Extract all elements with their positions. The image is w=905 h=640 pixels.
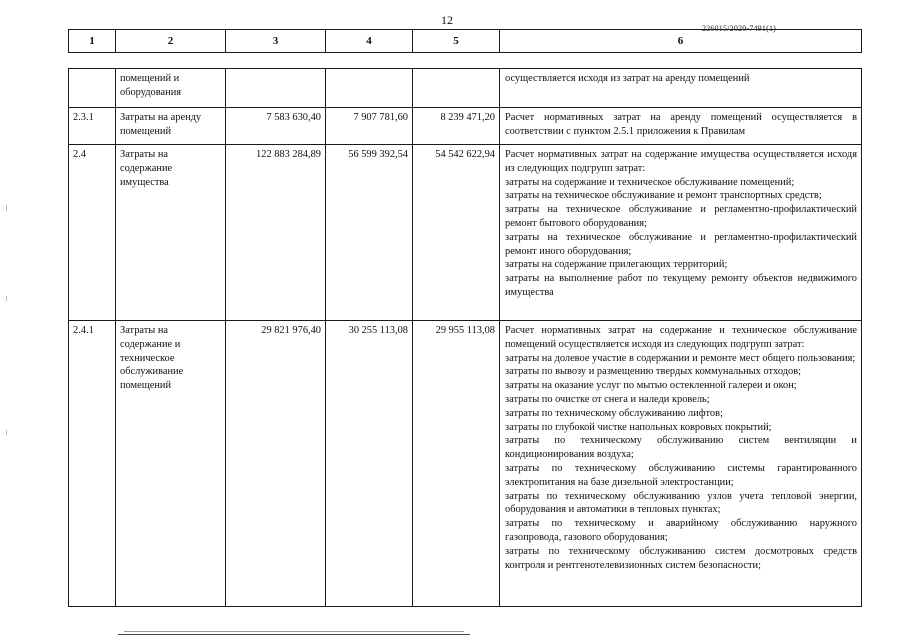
row-name: Затраты на аренду помещений	[116, 108, 226, 145]
row-number: 2.4.1	[69, 321, 116, 607]
description-line: затраты на техническое обслуживание и ремонт транспортных средств;	[505, 190, 822, 202]
description-line: затраты на содержание и техническое обслуживание помещений;	[505, 176, 795, 188]
description-line: затраты на техническое обслуживание и регламентно-профилактический ремонт иного оборудования;	[505, 231, 857, 257]
value-col-5	[413, 69, 500, 108]
column-number-3: 3	[226, 30, 326, 53]
value-col-3: 122 883 284,89	[226, 145, 326, 321]
scan-edge-mark	[6, 430, 7, 435]
row-description	[500, 69, 862, 108]
description-line: затраты по вывозу и размещению твердых коммунальных отходов;	[505, 366, 801, 378]
row-name: Затраты на содержание имущества	[116, 145, 226, 321]
value-col-3: 29 821 976,40	[226, 321, 326, 607]
description-line: затраты на содержание прилегающих территорий;	[505, 259, 728, 271]
value-col-5: 8 239 471,20	[413, 108, 500, 145]
description-line: затраты по очистке от снега и наледи кровель;	[505, 393, 710, 405]
column-number-header	[68, 29, 862, 53]
description-line: затраты на выполнение работ по текущему ремонту объектов недвижимого имущества	[505, 273, 857, 298]
description-line: затраты на техническое обслуживание и регламентно-профилактический ремонт бытового оборудования;	[505, 204, 857, 229]
column-number-6: 6	[500, 30, 862, 53]
description-line: затраты по техническому обслуживанию систем досмотровых средств контроля и рентгенотелевизионных систем безопасности;	[505, 545, 857, 571]
column-number-4: 4	[326, 30, 413, 53]
table-row	[69, 108, 862, 145]
row-description	[500, 145, 862, 321]
description-line: затраты по техническому и аварийному обслуживанию наружного газопровода, газового оборудования;	[505, 518, 857, 543]
value-col-3	[226, 69, 326, 108]
table-row	[69, 69, 862, 108]
description-line: затраты на долевое участие в содержании и ремонте мест общего пользования;	[505, 352, 856, 364]
row-number: 2.4	[69, 145, 116, 321]
value-col-3: 7 583 630,40	[226, 108, 326, 145]
description-line: затраты по техническому обслуживанию узлов учета тепловой энергии, оборудования и автоматики в тепловых пунктах;	[505, 490, 857, 516]
row-number	[69, 69, 116, 108]
description-line: затраты на оказание услуг по мытью остекленной галереи и окон;	[505, 380, 797, 392]
description-line: осуществляется исходя из затрат на аренду помещений	[505, 73, 750, 84]
row-number: 2.3.1	[69, 108, 116, 145]
scan-edge-mark	[6, 205, 7, 211]
description-line: Расчет нормативных затрат на содержание имущества осуществляется исходя из следующих подгрупп затрат:	[505, 149, 857, 174]
value-col-4	[326, 69, 413, 108]
table-row	[69, 321, 862, 607]
row-name: помещений и оборудования	[116, 69, 226, 108]
bottom-scan-line	[118, 634, 470, 635]
description-line: Расчет нормативных затрат на содержание и техническое обслуживание помещений осуществляется исходя из следующих подгрупп затрат:	[505, 325, 857, 350]
column-number-5: 5	[413, 30, 500, 53]
cost-table	[68, 68, 862, 607]
value-col-5: 29 955 113,08	[413, 321, 500, 607]
column-number-1: 1	[69, 30, 116, 53]
row-name: Затраты на содержание и техническое обслуживание помещений	[116, 321, 226, 607]
row-description	[500, 321, 862, 607]
page-number: 12	[441, 13, 453, 27]
description-line: затраты по техническому обслуживанию систем вентиляции и кондиционирования воздуха;	[505, 435, 857, 461]
table-row	[69, 145, 862, 321]
column-number-row	[69, 30, 862, 53]
value-col-4: 30 255 113,08	[326, 321, 413, 607]
value-col-5: 54 542 622,94	[413, 145, 500, 321]
bottom-scan-line	[124, 631, 464, 632]
document-code: 226015/2020-7491(1)	[702, 24, 777, 33]
row-description	[500, 108, 862, 145]
description-line: затраты по техническому обслуживанию лифтов;	[505, 407, 723, 419]
scan-edge-mark	[6, 296, 7, 301]
description-line: Расчет нормативных затрат на аренду помещений осуществляется в соответствии с пунктом 2.5.1 приложения к Правилам	[505, 112, 857, 137]
column-number-2: 2	[116, 30, 226, 53]
description-line: затраты по техническому обслуживанию системы гарантированного электропитания на базе дизельной электростанции;	[505, 462, 857, 488]
value-col-4: 7 907 781,60	[326, 108, 413, 145]
description-line: затраты по глубокой чистке напольных ковровых покрытий;	[505, 421, 772, 433]
value-col-4: 56 599 392,54	[326, 145, 413, 321]
